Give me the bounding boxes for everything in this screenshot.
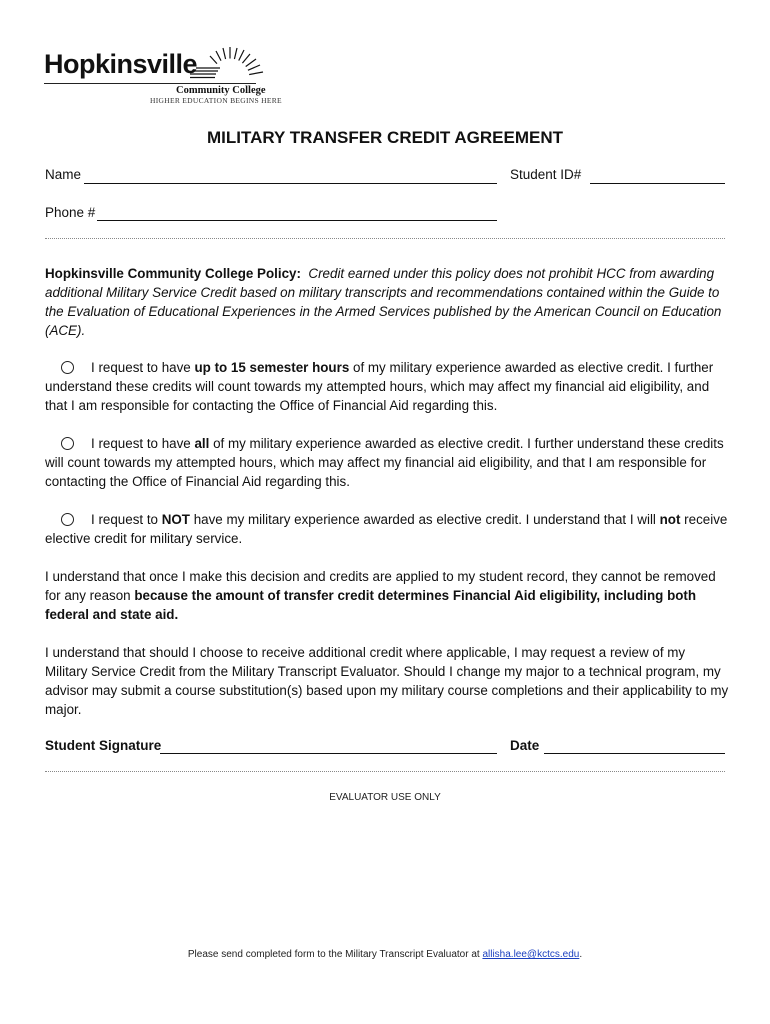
logo-rule [44,83,256,84]
student-id-label: Student ID# [510,167,582,182]
option-emphasis: NOT [161,512,190,527]
footer-text: . [579,949,583,960]
policy-text: Credit earned under this policy does not prohibit HCC from awarding additional Military Service Credit based on military transcripts and recommendations contained within the Guide to the Evaluation of Educational Experiences in the Armed Services published by the American Council on Education (ACE). [45,266,722,338]
separator [45,771,725,772]
understand-text: I understand that once I make this decision and credits are applied to my student record, they cannot be removed for any reason [45,569,716,603]
policy-heading: Hopkinsville Community College Policy: [45,266,301,281]
option-emphasis: not [659,512,681,527]
option-text-part: I request to [91,512,162,527]
date-field[interactable] [544,753,725,754]
option-text-part: I request to have [91,436,195,451]
understand-emphasis: because the amount of transfer credit determines Financial Aid eligibility, including both federal and state aid. [45,588,697,622]
option-emphasis: up to 15 semester hours [194,360,350,375]
sunrise-logo-icon [190,44,266,84]
option-text-part: I request to have [91,360,195,375]
option-text-part: receive elective credit for military service. [45,512,728,546]
date-label: Date [510,738,540,753]
college-logo-name: Hopkinsville [44,49,198,79]
separator [45,238,725,239]
signature-label: Student Signature [45,738,162,753]
option-text-part: have my military experience awarded as elective credit. I understand that I will [189,512,660,527]
name-label: Name [45,167,82,182]
option-emphasis: all [194,436,210,451]
understand-paragraph-2: I understand that should I choose to receive additional credit where applicable, I may request a review of my Military Service Credit from the Military Transcript Evaluator. Should I change my major to a technical program, my advisor may submit a course substitution(s) based upon my military course completions and their applicability to my major. [45,645,729,717]
option-all-text [45,434,730,491]
page-title: MILITARY TRANSFER CREDIT AGREEMENT [206,128,564,147]
phone-label: Phone # [45,205,96,220]
student-id-field[interactable] [590,183,725,184]
name-field[interactable] [84,183,497,184]
option-not-text [45,510,730,548]
college-logo-subtitle: Community College [176,85,266,96]
option-text-part: of my military experience awarded as elective credit. I further understand these credits will count towards my attempted hours, which may affect my financial aid eligibility, and that I am responsible for contacting the Office of Financial Aid regarding this. [45,436,724,489]
evaluator-email-link[interactable]: allisha.lee@kctcs.edu [482,949,580,960]
college-logo-tagline: HIGHER EDUCATION BEGINS HERE [150,96,282,105]
phone-field[interactable] [97,220,497,221]
footer-note [0,949,770,960]
signature-field[interactable] [160,753,497,754]
understand-paragraph-1 [45,567,730,624]
evaluator-heading: EVALUATOR USE ONLY [329,792,441,803]
policy-paragraph [45,264,730,340]
option-up-to-15-text [45,358,730,415]
option-text-part: of my military experience awarded as elective credit. I further understand these credits will count towards my attempted hours, which may affect my financial aid eligibility, and that I am responsible for contacting the Office of Financial Aid regarding this. [45,360,714,413]
footer-text: Please send completed form to the Military Transcript Evaluator at [187,949,483,960]
